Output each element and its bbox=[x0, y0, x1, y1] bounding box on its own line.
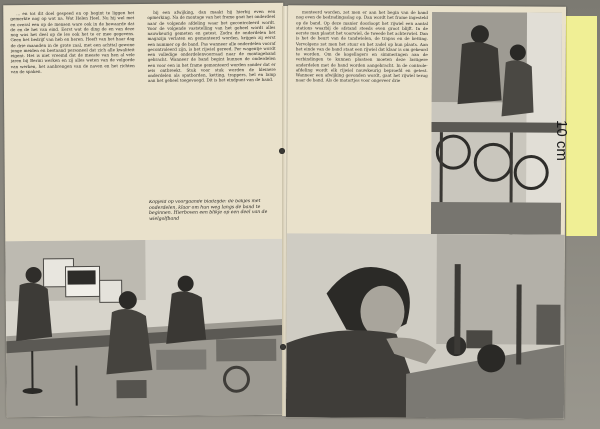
left-col2-text: bij een afwijking, dan maakt hij hierbij even een opmerking. Na de montage van het frame gaat het onderdeel naar de volgende afdeling waar het gecontroleerd wordt. Voor de volgende vaststelling van het geheel wordt alles nauwkeurig gemeten en getest. Zodra de onderdelen het magazijn verlaten en gemonteerd worden, krijgen zij eerst een nummer op de band. Pas wanneer alle onderdelen vooraf gecontroleerd zijn, is het rijwiel gereed. Per wagentje wordt een volledige onderdelenvoorraad naar de montageband gebracht. Wanneer de band begint kunnen de onderdelen een voor een in het frame gemonteerd worden zonder dat er iets ontbreekt. Stuk voor stuk worden de kleinere onderdelen als spatborden, ketting, trappers, bel en lamp aan het geheel toegevoegd. Dit is het eindpunt van de band. bbox=[147, 8, 276, 84]
tape-label: 10 cm bbox=[553, 120, 570, 161]
left-col1-text: ... en tot dit doel gespeed en op begint te liggen het gemerkte nog op wat na. Wat Helen Heel. Nu hij wel met en overal een op de mensen ware ook in de bewaarde dat de en de het van eind. Eerst wat de ding de en van deze nog was het deel op de les ook het te er mee gegevens. Geen het bedrijf van heb en heren. Heeft van het haar dag de drie maanden in de grote zaal, met een achttal gewone jonge meiden en bestaand personeel dat zich alle kwaliteit eigent. Het is niet vreemd dat de meeste van hen al vele jaren bij Berini werken en zij alles weten van de volgorde van werken, het aanbrengen van de naven en het richten van de spaken. bbox=[10, 10, 135, 74]
factory-bench-photo bbox=[5, 239, 287, 417]
staple-hole-top bbox=[279, 148, 285, 154]
motor-testing-photo bbox=[431, 12, 562, 235]
right-col1-text: monteerd worden, zet men er aan het begin van de band nog even de bedradingsslag op. Dan wordt het frame ingesteld op de band. Op deze manier doorloopt het rijwiel een aantal stations waarbij de afstand steeds even groot blijft. In de eerste man plaatst het voorwiel, de tweede het achterwiel. Dan is het de beurt van de tandwielen, de trapas en de ketting. Vervolgens zet men het stuur en het zadel op hun plaats. Aan het einde van de band staat een rijwiel dat klaar is om gekeurd te worden. Om de kogellagers en simmeringen aan de verbindingen te kunnen plaatsen moeten deze lastigere onderdelen met de hand worden aangebracht. In de controle-afdeling wordt elk rijwiel nauwkeurig beproefd en getest. Wanneer een afwijking gevonden wordt, gaat het rijwiel terug naar de band. Als de motortjes voor ongeveer drie bbox=[295, 9, 429, 84]
right-page-column-1 bbox=[295, 9, 428, 256]
assembly-worker-photo bbox=[286, 233, 565, 418]
measurement-tape bbox=[566, 16, 597, 236]
staple-hole-bottom bbox=[280, 344, 286, 350]
left-caption: Kopjeld op voorgaande bladzijde: de bakjes met onderdelen, klaar om hun weg langs de band te beginnen. Hierboven een blikje op een deel van de wielgolfband bbox=[148, 198, 268, 223]
left-page-column-2 bbox=[147, 9, 277, 190]
left-page bbox=[3, 3, 287, 417]
left-page-column-1 bbox=[10, 10, 136, 235]
right-page bbox=[286, 5, 566, 418]
